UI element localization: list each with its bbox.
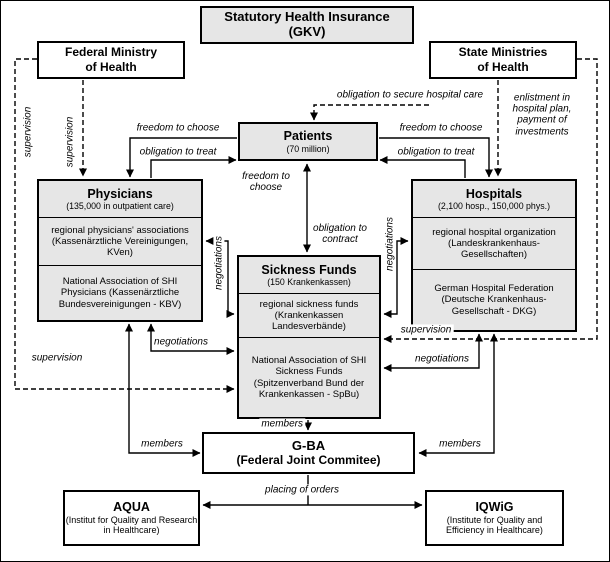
- gba-line2: (Federal Joint Commitee): [236, 452, 381, 467]
- label-obligation-treat-left: obligation to treat: [139, 146, 217, 158]
- title-line1: Statutory Health Insurance: [224, 9, 390, 25]
- label-enlistment: enlistment in hospital plan, payment of investments: [501, 93, 583, 138]
- edge-obligation-secure: [314, 105, 429, 120]
- hospitals-regional-organization: regional hospital organization (Landeskrankenhaus-Gesellschaften): [413, 217, 575, 269]
- gba-line1: G-BA: [291, 437, 326, 453]
- physicians-subtitle: (135,000 in outpatient care): [66, 201, 174, 212]
- label-obligation-contract: obligation to contract: [311, 223, 369, 245]
- sickness-funds-title: Sickness Funds: [261, 262, 357, 277]
- label-negotiations-right-bottom: negotiations: [415, 353, 469, 365]
- label-supervision-left-inner: supervision: [64, 116, 76, 168]
- physicians-national-association-kbv: National Association of SHI Physicians (Kassenärztliche Bundesvereinigungen - KBV): [39, 265, 201, 320]
- hospitals-title: Hospitals: [465, 186, 523, 201]
- label-freedom-center: freedom to choose: [239, 171, 293, 193]
- state-ministries-line1: State Ministries: [458, 45, 548, 59]
- physicians-title: Physicians: [87, 186, 153, 201]
- physicians-header: [39, 181, 201, 217]
- iqwig-subtitle: (Institute for Quality and Efficiency in Healthcare): [446, 514, 543, 536]
- aqua-box: [63, 490, 200, 546]
- patients-title: Patients: [283, 129, 333, 144]
- hospitals-subtitle: (2,100 hosp., 150,000 phys.): [438, 201, 550, 212]
- aqua-title: AQUA: [113, 500, 150, 515]
- sickness-funds-regional: regional sickness funds (Krankenkassen Landesverbände): [239, 293, 379, 337]
- label-members-left: members: [141, 438, 183, 450]
- sickness-funds-box: [237, 255, 381, 419]
- label-supervision-right: supervision: [400, 324, 452, 336]
- iqwig-box: [425, 490, 564, 546]
- label-freedom-right: freedom to choose: [399, 122, 483, 134]
- iqwig-title: IQWiG: [475, 500, 514, 515]
- sickness-funds-header: [239, 257, 379, 293]
- sickness-funds-subtitle: (150 Krankenkassen): [267, 277, 351, 288]
- hospitals-box: [411, 179, 577, 332]
- edge-obligation-treat-left: [151, 160, 236, 178]
- label-members-right: members: [439, 438, 481, 450]
- hospitals-header: [413, 181, 575, 217]
- label-negotiations-left-bottom: negotiations: [154, 336, 208, 348]
- physicians-box: [37, 179, 203, 322]
- label-obligation-secure: obligation to secure hospital care: [336, 89, 484, 101]
- patients-subtitle: (70 million): [286, 143, 330, 154]
- title-line2: (GKV): [288, 24, 326, 39]
- label-negotiations-right: negotiations: [384, 217, 396, 271]
- federal-ministry-box: [37, 41, 185, 79]
- federal-ministry-line1: Federal Ministry: [64, 45, 158, 59]
- state-ministries-box: [429, 41, 577, 79]
- aqua-subtitle: (Institut for Quality and Research in Healthcare): [65, 514, 198, 536]
- sickness-funds-national-spbu: National Association of SHI Sickness Funds (Spitzenverband Bund der Krankenkassen - SpBu): [239, 337, 379, 417]
- patients-box: [238, 122, 378, 161]
- label-members-center: members: [261, 418, 303, 430]
- label-negotiations-left: negotiations: [213, 236, 225, 290]
- label-freedom-left: freedom to choose: [136, 122, 220, 134]
- edge-members-right: [419, 334, 494, 453]
- physicians-regional-associations: regional physicians' associations (Kassenärztliche Vereinigungen, KVen): [39, 217, 201, 265]
- title-box: [200, 6, 414, 44]
- federal-ministry-line2: of Health: [85, 60, 137, 74]
- label-placing-orders: placing of orders: [265, 484, 339, 496]
- state-ministries-line2: of Health: [477, 60, 529, 74]
- gba-box: [202, 432, 415, 474]
- label-supervision-left-bottom: supervision: [31, 352, 83, 364]
- label-supervision-left-outer: supervision: [22, 106, 34, 158]
- label-obligation-treat-right: obligation to treat: [397, 146, 475, 158]
- edge-obligation-treat-right: [380, 160, 465, 178]
- hospitals-federation-dkg: German Hospital Federation (Deutsche Krankenhaus-Gesellschaft - DKG): [413, 269, 575, 330]
